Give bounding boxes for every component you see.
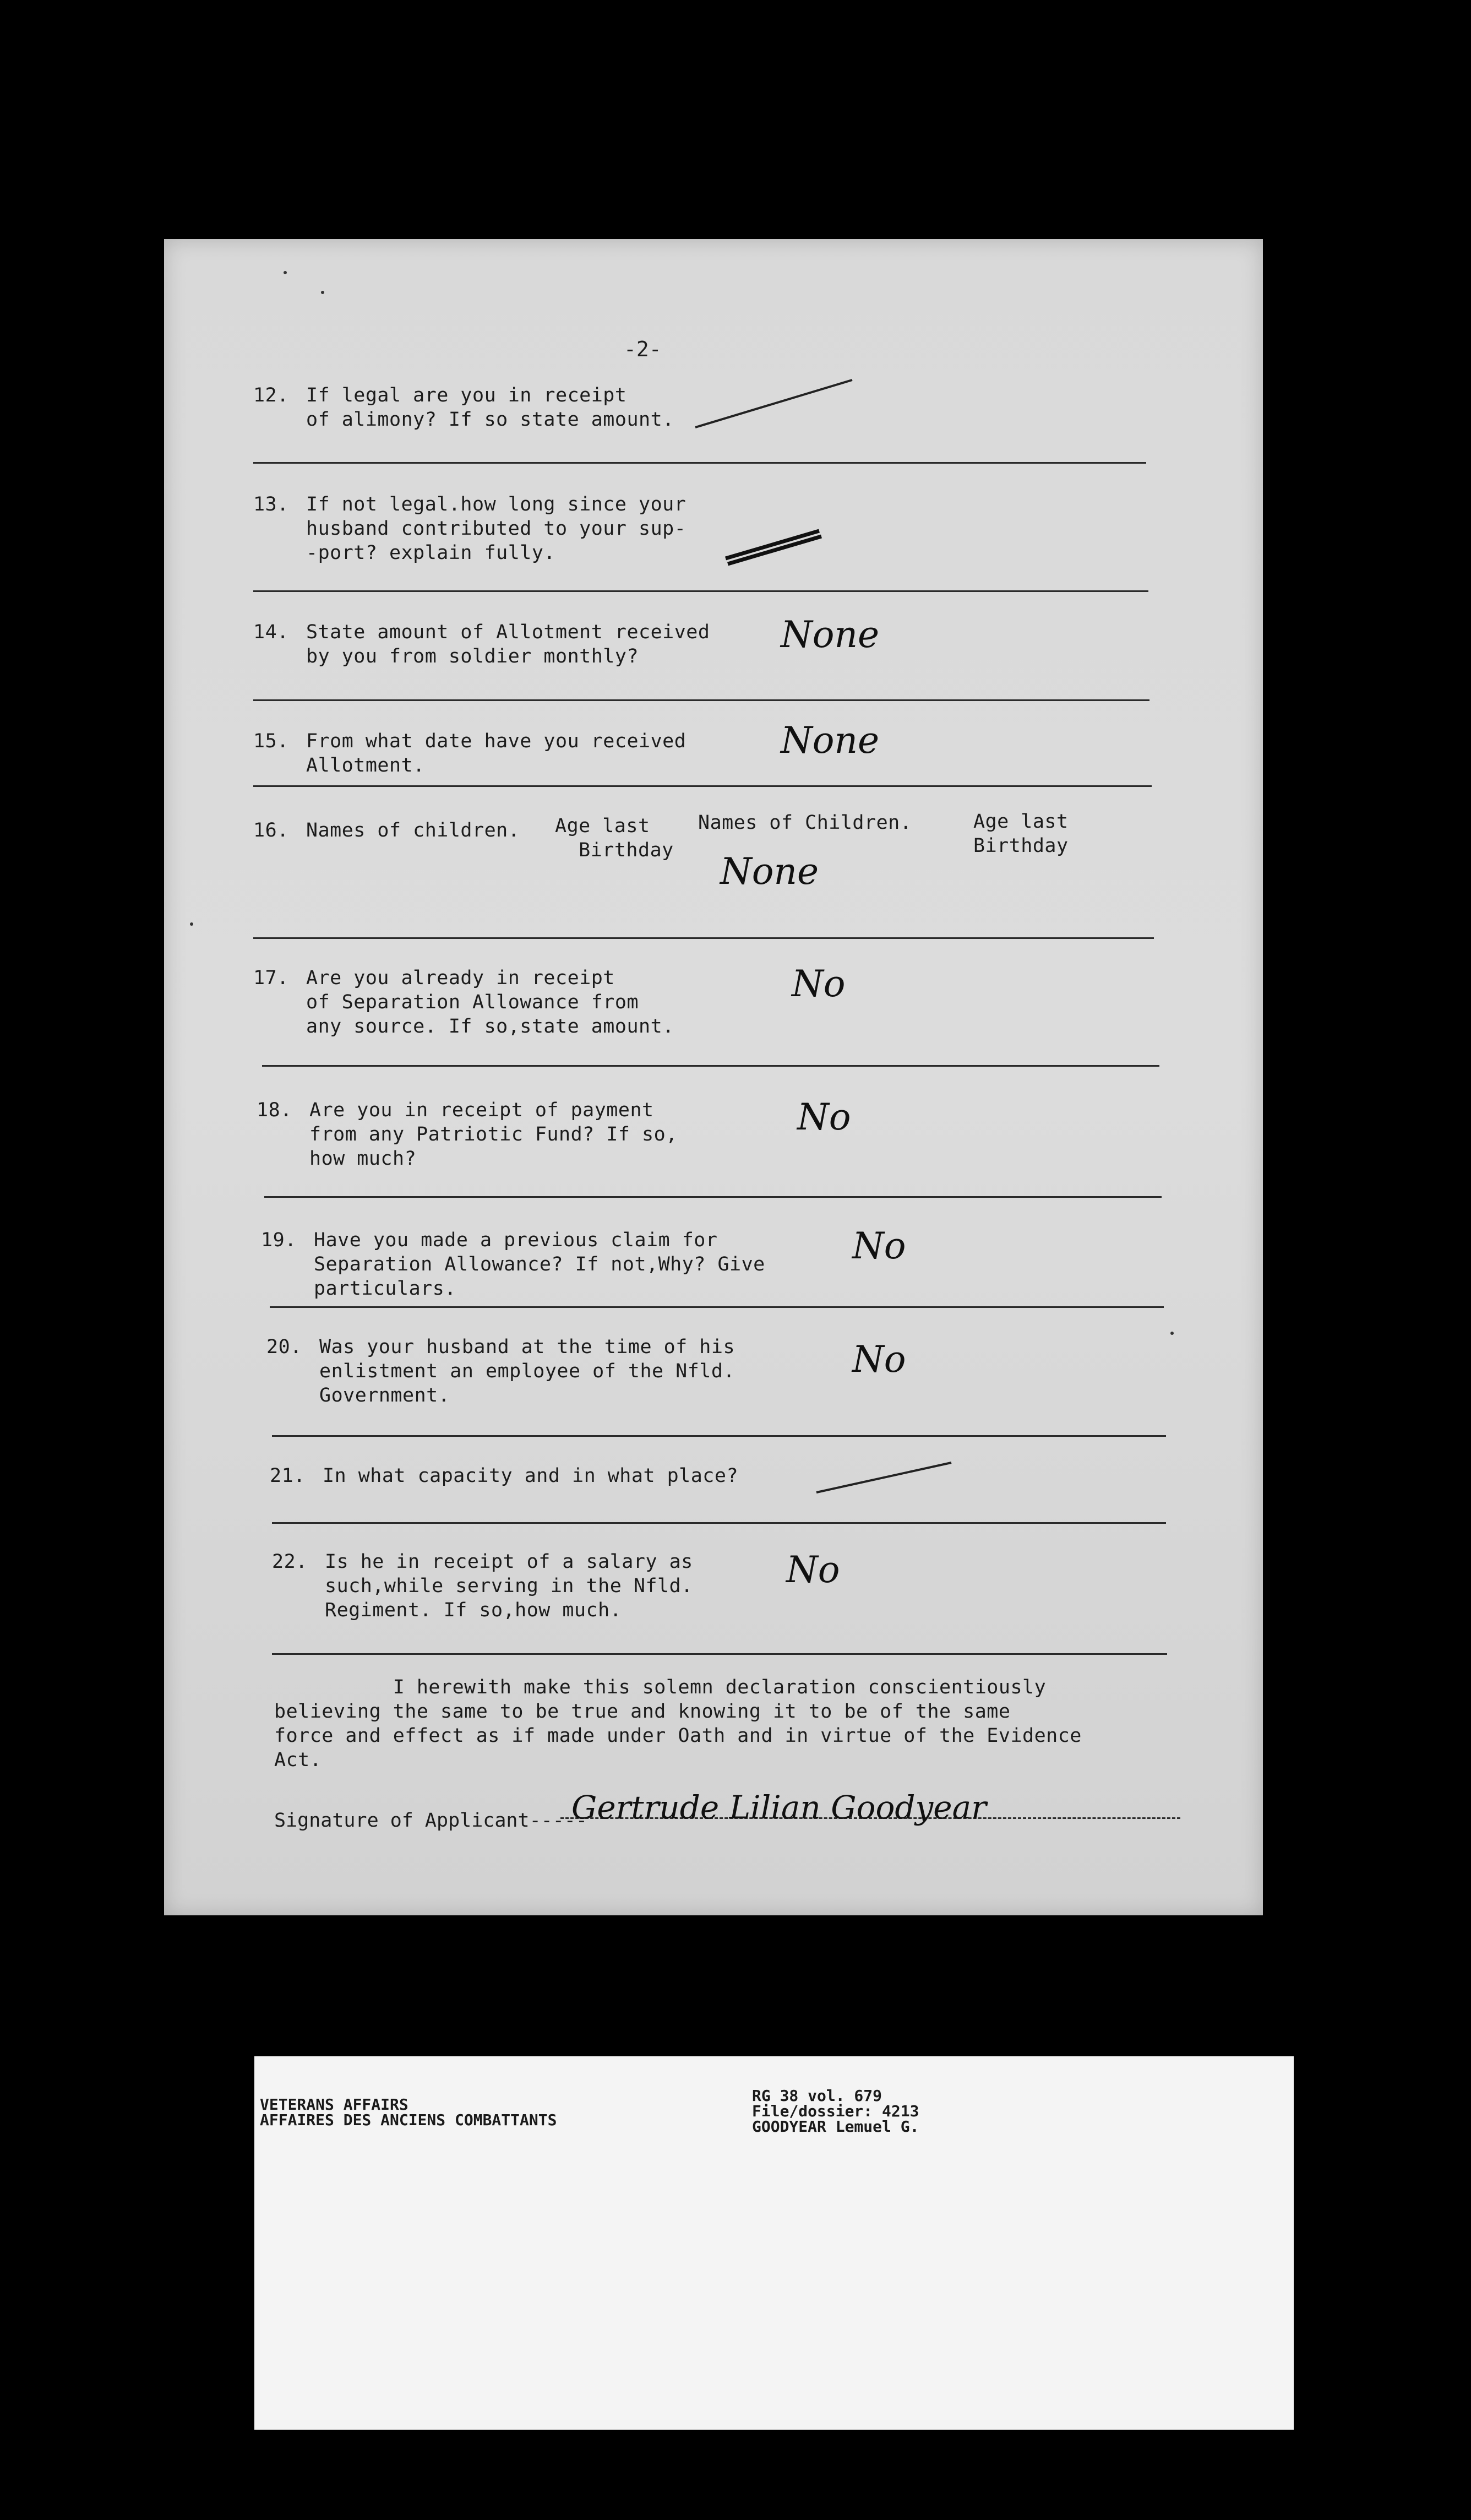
divider — [272, 1522, 1166, 1524]
strike-mark — [693, 377, 858, 432]
divider — [253, 590, 1148, 592]
form-page — [164, 239, 1263, 1915]
answer-handwritten: None — [720, 850, 819, 893]
card-dept-english: VETERANS AFFAIRS — [260, 2095, 408, 2114]
question-text: Was your husband at the time of his enlistment an employee of the Nfld. Government. — [319, 1336, 736, 1406]
answer-handwritten: No — [852, 1338, 906, 1381]
children-age-header: Age last Birthday — [973, 811, 1069, 857]
card-file-number: File/dossier: 4213 — [752, 2102, 919, 2120]
card-record-group: RG 38 vol. 679 — [752, 2087, 882, 2105]
divider — [253, 937, 1154, 939]
question-number: 17. — [253, 967, 289, 989]
applicant-signature: Gertrude Lilian Goodyear — [571, 1789, 987, 1826]
declaration-text: I herewith make this solemn declaration conscientiously believing the same to be true and knowing it to be of the same force and effect as if made under Oath and in virtue of the Evidence Act. — [274, 1676, 1082, 1771]
question-text: Have you made a previous claim for Separation Allowance? If not,Why? Give particulars. — [314, 1229, 765, 1300]
speck — [190, 922, 193, 926]
question-text: Names of children. — [306, 819, 520, 841]
answer-handwritten: No — [786, 1549, 840, 1591]
children-age-header: Age last Birthday — [555, 815, 674, 861]
question-text: Are you already in receipt of Separation Allowance from any source. If so,state amount. — [306, 967, 674, 1038]
card-name: GOODYEAR Lemuel G. — [752, 2117, 919, 2136]
question-number: 12. — [253, 384, 289, 406]
divider — [264, 1196, 1162, 1198]
question-number: 13. — [253, 493, 289, 515]
question-text: If not legal.how long since your husband contributed to your sup- -port? explain fully. — [306, 493, 687, 564]
question-text: From what date have you received Allotment. — [306, 730, 687, 776]
card-dept-french: AFFAIRES DES ANCIENS COMBATTANTS — [260, 2111, 557, 2129]
speck — [1170, 1332, 1174, 1335]
archive-reference-card — [254, 2056, 1294, 2430]
page-number: -2- — [624, 337, 662, 361]
question-number: 16. — [253, 819, 289, 841]
divider — [262, 1065, 1159, 1067]
question-number: 14. — [253, 621, 289, 643]
question-number: 19. — [261, 1229, 297, 1251]
divider — [270, 1306, 1164, 1308]
question-number: 20. — [266, 1336, 302, 1358]
question-number: 18. — [257, 1099, 292, 1121]
divider — [272, 1653, 1167, 1655]
question-text: In what capacity and in what place? — [323, 1465, 739, 1487]
divider — [272, 1435, 1166, 1437]
question-number: 21. — [270, 1465, 306, 1487]
question-text: If legal are you in receipt of alimony? If so state amount. — [306, 384, 674, 431]
divider — [253, 462, 1146, 464]
divider — [253, 699, 1149, 701]
strike-mark — [720, 520, 830, 569]
answer-handwritten: No — [792, 963, 846, 1005]
answer-handwritten: No — [797, 1096, 851, 1138]
answer-handwritten: No — [852, 1225, 906, 1267]
question-text: Are you in receipt of payment from any Patriotic Fund? If so, how much? — [309, 1099, 678, 1170]
question-text: State amount of Allotment received by you from soldier monthly? — [306, 621, 710, 667]
speck — [321, 291, 324, 294]
answer-handwritten: None — [781, 719, 880, 762]
children-names-header: Names of Children. — [698, 812, 912, 834]
signature-label: Signature of Applicant----- — [274, 1810, 587, 1832]
strike-mark — [814, 1458, 957, 1497]
question-number: 22. — [272, 1551, 308, 1573]
divider — [253, 785, 1152, 787]
speck — [284, 271, 287, 274]
answer-handwritten: None — [781, 613, 880, 656]
question-text: Is he in receipt of a salary as such,while serving in the Nfld. Regiment. If so,how much. — [325, 1551, 693, 1621]
question-number: 15. — [253, 730, 289, 752]
